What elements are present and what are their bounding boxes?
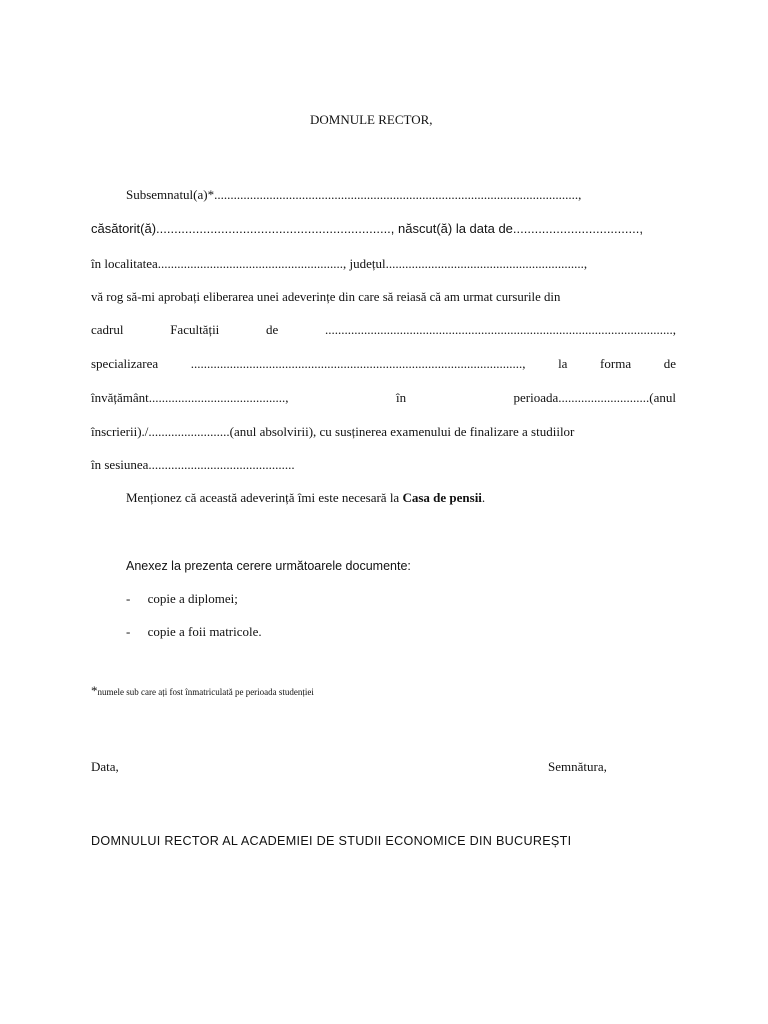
invatamant-text: învățământ.........................................., <box>91 390 289 405</box>
line-localitate-text: în localitatea........................................................., județul............................................................., <box>91 256 588 271</box>
line-aprobati <box>91 289 676 305</box>
line-facultatii <box>91 322 676 338</box>
line-inscrierii <box>91 424 676 440</box>
perioada-text: perioada............................(anul <box>513 390 676 405</box>
casa-de-pensii: Casa de pensii <box>402 490 482 505</box>
line-mentionez <box>126 490 485 506</box>
annex-bullet: - <box>126 624 131 639</box>
footnote-text: numele sub care ați fost înmatriculată pe perioada studenției <box>97 687 314 697</box>
mentionez-text: Menționez că această adeverință îmi este necesară la <box>126 490 403 505</box>
mentionez-end: . <box>481 490 486 505</box>
word-forma: forma <box>600 356 632 371</box>
word-facultatii: Facultății <box>170 322 220 337</box>
line-invatamant <box>91 390 676 406</box>
annex-item <box>126 624 262 640</box>
word-la: la <box>558 356 568 371</box>
addressee: DOMNULUI RECTOR AL ACADEMIEI DE STUDII ECONOMICE DIN BUCUREȘTI <box>91 834 572 848</box>
annex-bullet: - <box>126 591 131 606</box>
line-aprobati-text: vă rog să-mi aprobați eliberarea unei adeverințe din care să reiasă că am urmat cursurile din <box>91 290 561 304</box>
facultatii-dots: ..........................................................................................................., <box>324 322 676 337</box>
line-specializarea <box>91 356 676 372</box>
word-cadrul: cadrul <box>91 322 124 337</box>
annex-intro: Anexez la prezenta cerere următoarele documente: <box>126 559 411 573</box>
word-de: de <box>266 322 279 337</box>
word-in: în <box>395 390 407 405</box>
specializarea-dots: ......................................................................................................, <box>190 356 526 371</box>
word-specializarea: specializarea <box>91 356 159 371</box>
line-localitate <box>91 256 676 272</box>
annex-item-text: copie a diplomei; <box>147 591 238 606</box>
footnote <box>91 683 314 700</box>
annex-item-text: copie a foii matricole. <box>147 624 262 639</box>
date-label: Data, <box>91 759 119 774</box>
page-title: DOMNULE RECTOR, <box>310 112 433 127</box>
footnote-mark: * <box>91 683 98 698</box>
signature-label: Semnătura, <box>548 759 607 774</box>
annex-item <box>126 591 238 607</box>
line-inscrierii-text: înscrierii)./.........................(anul absolvirii), cu susținerea examenului de finalizare a studiilor <box>91 424 575 439</box>
line-casatorit <box>91 221 676 237</box>
line-casatorit-text: căsătorit(ă)................................................................., născut(ă) la data de..................................., <box>91 221 643 236</box>
word-de-2: de <box>663 356 676 371</box>
line-sesiunea: în sesiunea............................................. <box>91 457 295 472</box>
line-subsemnatul: Subsemnatul(a)*................................................................................................................, <box>126 187 582 202</box>
